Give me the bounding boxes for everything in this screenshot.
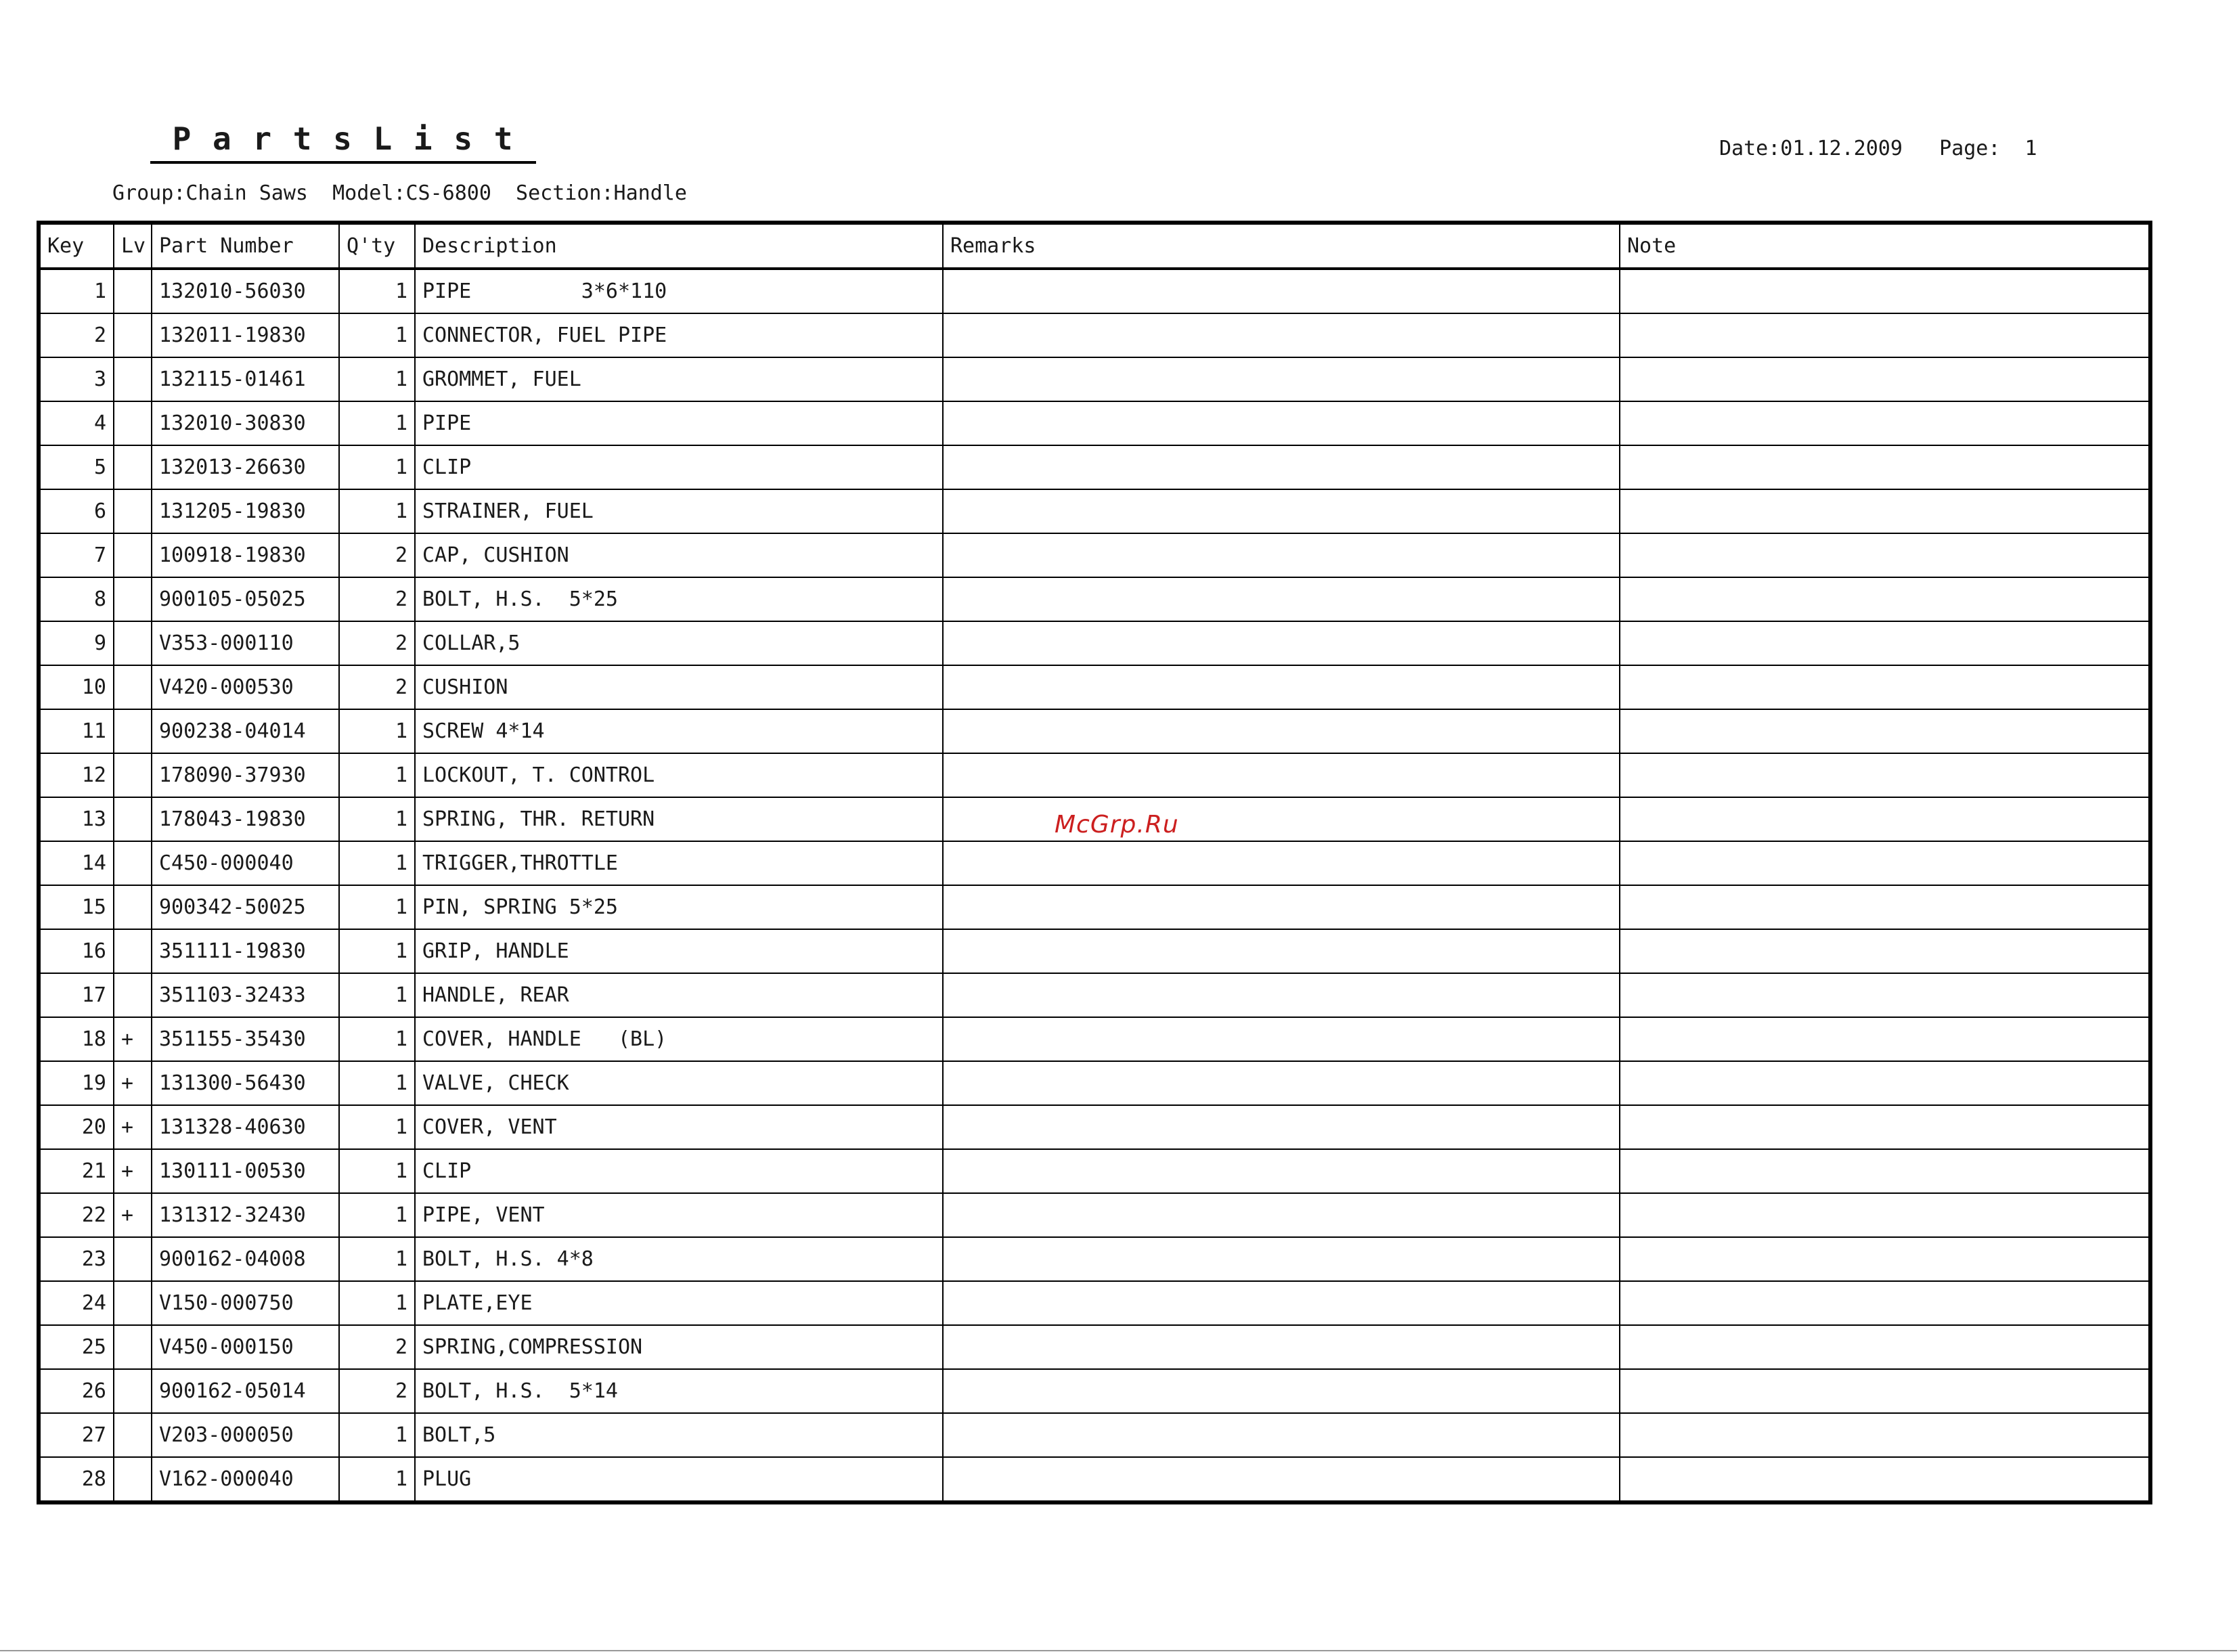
cell-description: PIPE, VENT [415, 1193, 943, 1237]
cell-remarks [943, 929, 1620, 973]
cell-note [1620, 1369, 2150, 1413]
cell-remarks [943, 1017, 1620, 1061]
cell-qty: 1 [339, 269, 415, 313]
cell-qty: 1 [339, 401, 415, 445]
table-row [39, 313, 2150, 357]
cell-note [1620, 621, 2150, 665]
cell-note [1620, 1017, 2150, 1061]
cell-remarks [943, 401, 1620, 445]
cell-lv: + [114, 1061, 152, 1105]
cell-qty: 2 [339, 533, 415, 577]
cell-key: 21 [39, 1149, 114, 1193]
table-row [39, 1105, 2150, 1149]
cell-key: 4 [39, 401, 114, 445]
cell-part-number: V420-000530 [152, 665, 339, 709]
cell-remarks [943, 1105, 1620, 1149]
cell-description: SPRING, THR. RETURN [415, 797, 943, 841]
cell-lv [114, 445, 152, 489]
cell-remarks [943, 489, 1620, 533]
col-header-key: Key [39, 223, 114, 269]
cell-lv [114, 1281, 152, 1325]
col-header-remarks: Remarks [943, 223, 1620, 269]
cell-description: BOLT, H.S. 5*14 [415, 1369, 943, 1413]
cell-lv [114, 357, 152, 401]
cell-part-number: 900238-04014 [152, 709, 339, 753]
cell-part-number: 132013-26630 [152, 445, 339, 489]
cell-note [1620, 1105, 2150, 1149]
cell-remarks [943, 313, 1620, 357]
cell-description: CUSHION [415, 665, 943, 709]
cell-key: 3 [39, 357, 114, 401]
cell-description: PIN, SPRING 5*25 [415, 885, 943, 929]
cell-lv [114, 885, 152, 929]
cell-key: 17 [39, 973, 114, 1017]
cell-key: 1 [39, 269, 114, 313]
cell-note [1620, 1281, 2150, 1325]
cell-note [1620, 973, 2150, 1017]
cell-description: GROMMET, FUEL [415, 357, 943, 401]
cell-remarks [943, 1281, 1620, 1325]
cell-remarks [943, 885, 1620, 929]
col-header-lv: Lv [114, 223, 152, 269]
cell-note [1620, 533, 2150, 577]
cell-remarks [943, 1237, 1620, 1281]
table-row [39, 269, 2150, 313]
cell-part-number: 900162-04008 [152, 1237, 339, 1281]
cell-key: 26 [39, 1369, 114, 1413]
cell-key: 8 [39, 577, 114, 621]
cell-part-number: 351155-35430 [152, 1017, 339, 1061]
cell-remarks [943, 621, 1620, 665]
cell-description: CONNECTOR, FUEL PIPE [415, 313, 943, 357]
cell-note [1620, 665, 2150, 709]
table-row [39, 1237, 2150, 1281]
cell-remarks [943, 1457, 1620, 1502]
cell-lv [114, 753, 152, 797]
cell-lv: + [114, 1149, 152, 1193]
cell-description: PLATE,EYE [415, 1281, 943, 1325]
cell-key: 16 [39, 929, 114, 973]
cell-key: 13 [39, 797, 114, 841]
cell-qty: 1 [339, 1237, 415, 1281]
cell-lv [114, 489, 152, 533]
cell-remarks [943, 533, 1620, 577]
cell-part-number: 900342-50025 [152, 885, 339, 929]
cell-description: CLIP [415, 1149, 943, 1193]
cell-note [1620, 1061, 2150, 1105]
cell-qty: 1 [339, 1281, 415, 1325]
cell-key: 14 [39, 841, 114, 885]
cell-qty: 2 [339, 577, 415, 621]
cell-remarks [943, 445, 1620, 489]
cell-part-number: 131312-32430 [152, 1193, 339, 1237]
cell-lv [114, 577, 152, 621]
cell-part-number: V353-000110 [152, 621, 339, 665]
cell-note [1620, 577, 2150, 621]
cell-part-number: 900105-05025 [152, 577, 339, 621]
cell-qty: 1 [339, 489, 415, 533]
table-row [39, 357, 2150, 401]
cell-lv: + [114, 1193, 152, 1237]
cell-lv [114, 665, 152, 709]
cell-note [1620, 885, 2150, 929]
cell-part-number: C450-000040 [152, 841, 339, 885]
cell-note [1620, 445, 2150, 489]
table-row [39, 1413, 2150, 1457]
cell-note [1620, 929, 2150, 973]
cell-part-number: 900162-05014 [152, 1369, 339, 1413]
cell-qty: 1 [339, 313, 415, 357]
cell-key: 12 [39, 753, 114, 797]
cell-part-number: V450-000150 [152, 1325, 339, 1369]
cell-note [1620, 709, 2150, 753]
table-row [39, 1369, 2150, 1413]
date-page-info: Date:01.12.2009 Page: 1 [1719, 137, 2037, 160]
table-header-row [39, 223, 2150, 269]
cell-qty: 1 [339, 1457, 415, 1502]
cell-description: HANDLE, REAR [415, 973, 943, 1017]
cell-description: COVER, HANDLE (BL) [415, 1017, 943, 1061]
table-row [39, 1193, 2150, 1237]
cell-qty: 1 [339, 753, 415, 797]
cell-part-number: 131205-19830 [152, 489, 339, 533]
cell-note [1620, 1149, 2150, 1193]
cell-qty: 1 [339, 1193, 415, 1237]
table-row [39, 1457, 2150, 1502]
cell-lv [114, 1413, 152, 1457]
cell-lv [114, 709, 152, 753]
cell-description: BOLT,5 [415, 1413, 943, 1457]
cell-description: COVER, VENT [415, 1105, 943, 1149]
cell-remarks [943, 1149, 1620, 1193]
cell-description: GRIP, HANDLE [415, 929, 943, 973]
cell-part-number: V150-000750 [152, 1281, 339, 1325]
cell-lv [114, 1369, 152, 1413]
col-header-part-number: Part Number [152, 223, 339, 269]
table-row [39, 401, 2150, 445]
table-row [39, 665, 2150, 709]
cell-key: 6 [39, 489, 114, 533]
table-row [39, 1281, 2150, 1325]
cell-note [1620, 1237, 2150, 1281]
cell-note [1620, 1413, 2150, 1457]
cell-note [1620, 1193, 2150, 1237]
col-header-qty: Q'ty [339, 223, 415, 269]
cell-remarks [943, 709, 1620, 753]
bottom-divider [0, 1650, 2237, 1651]
cell-description: CLIP [415, 445, 943, 489]
table-row [39, 753, 2150, 797]
cell-key: 5 [39, 445, 114, 489]
watermark: McGrp.Ru [1055, 811, 1179, 839]
cell-part-number: 132115-01461 [152, 357, 339, 401]
cell-part-number: 131300-56430 [152, 1061, 339, 1105]
cell-qty: 1 [339, 929, 415, 973]
cell-part-number: V203-000050 [152, 1413, 339, 1457]
cell-description: SCREW 4*14 [415, 709, 943, 753]
cell-qty: 1 [339, 1149, 415, 1193]
cell-key: 28 [39, 1457, 114, 1502]
cell-lv [114, 973, 152, 1017]
cell-qty: 2 [339, 1369, 415, 1413]
cell-qty: 2 [339, 665, 415, 709]
cell-key: 23 [39, 1237, 114, 1281]
cell-part-number: 178043-19830 [152, 797, 339, 841]
table-row [39, 841, 2150, 885]
cell-qty: 1 [339, 357, 415, 401]
cell-description: COLLAR,5 [415, 621, 943, 665]
parts-table-body [39, 269, 2150, 1502]
cell-part-number: 132010-30830 [152, 401, 339, 445]
cell-qty: 1 [339, 841, 415, 885]
parts-table [37, 221, 2152, 1504]
cell-description: BOLT, H.S. 5*25 [415, 577, 943, 621]
cell-key: 18 [39, 1017, 114, 1061]
cell-lv [114, 533, 152, 577]
cell-lv [114, 1325, 152, 1369]
cell-note [1620, 269, 2150, 313]
cell-part-number: 351103-32433 [152, 973, 339, 1017]
cell-qty: 1 [339, 973, 415, 1017]
cell-part-number: 100918-19830 [152, 533, 339, 577]
cell-remarks [943, 577, 1620, 621]
cell-lv [114, 1237, 152, 1281]
page-title: P a r t s L i s t [150, 116, 536, 164]
cell-description: TRIGGER,THROTTLE [415, 841, 943, 885]
cell-key: 20 [39, 1105, 114, 1149]
group-model-section: Group:Chain Saws Model:CS-6800 Section:Handle [112, 181, 687, 205]
cell-remarks [943, 665, 1620, 709]
col-header-description: Description [415, 223, 943, 269]
cell-remarks [943, 269, 1620, 313]
cell-qty: 1 [339, 1105, 415, 1149]
cell-lv [114, 1457, 152, 1502]
cell-lv: + [114, 1017, 152, 1061]
cell-description: SPRING,COMPRESSION [415, 1325, 943, 1369]
cell-lv [114, 313, 152, 357]
col-header-note: Note [1620, 223, 2150, 269]
cell-key: 11 [39, 709, 114, 753]
table-row [39, 489, 2150, 533]
cell-part-number: 131328-40630 [152, 1105, 339, 1149]
cell-remarks [943, 1325, 1620, 1369]
table-row [39, 1325, 2150, 1369]
table-row [39, 577, 2150, 621]
cell-lv [114, 621, 152, 665]
cell-description: PIPE [415, 401, 943, 445]
cell-description: STRAINER, FUEL [415, 489, 943, 533]
cell-remarks [943, 1061, 1620, 1105]
cell-lv [114, 841, 152, 885]
cell-remarks [943, 357, 1620, 401]
cell-lv [114, 401, 152, 445]
cell-note [1620, 1457, 2150, 1502]
cell-note [1620, 753, 2150, 797]
cell-part-number: 132011-19830 [152, 313, 339, 357]
table-row [39, 621, 2150, 665]
table-row [39, 929, 2150, 973]
cell-description: PLUG [415, 1457, 943, 1502]
cell-qty: 1 [339, 445, 415, 489]
table-row [39, 445, 2150, 489]
cell-description: LOCKOUT, T. CONTROL [415, 753, 943, 797]
cell-part-number: 130111-00530 [152, 1149, 339, 1193]
table-row [39, 885, 2150, 929]
cell-lv [114, 797, 152, 841]
cell-note [1620, 489, 2150, 533]
cell-key: 15 [39, 885, 114, 929]
cell-qty: 1 [339, 1017, 415, 1061]
cell-key: 9 [39, 621, 114, 665]
cell-remarks [943, 1369, 1620, 1413]
cell-key: 2 [39, 313, 114, 357]
cell-remarks [943, 797, 1620, 841]
cell-part-number: V162-000040 [152, 1457, 339, 1502]
cell-qty: 1 [339, 1061, 415, 1105]
cell-remarks [943, 753, 1620, 797]
cell-description: PIPE 3*6*110 [415, 269, 943, 313]
cell-qty: 2 [339, 1325, 415, 1369]
table-row [39, 1061, 2150, 1105]
cell-note [1620, 313, 2150, 357]
cell-description: BOLT, H.S. 4*8 [415, 1237, 943, 1281]
cell-description: VALVE, CHECK [415, 1061, 943, 1105]
table-row [39, 1017, 2150, 1061]
cell-qty: 1 [339, 797, 415, 841]
cell-note [1620, 357, 2150, 401]
cell-key: 25 [39, 1325, 114, 1369]
cell-key: 24 [39, 1281, 114, 1325]
cell-note [1620, 797, 2150, 841]
table-row [39, 1149, 2150, 1193]
cell-key: 19 [39, 1061, 114, 1105]
cell-lv [114, 269, 152, 313]
cell-note [1620, 401, 2150, 445]
cell-part-number: 132010-56030 [152, 269, 339, 313]
cell-qty: 2 [339, 621, 415, 665]
table-row [39, 533, 2150, 577]
cell-part-number: 351111-19830 [152, 929, 339, 973]
cell-key: 22 [39, 1193, 114, 1237]
cell-remarks [943, 1413, 1620, 1457]
cell-key: 27 [39, 1413, 114, 1457]
cell-description: CAP, CUSHION [415, 533, 943, 577]
cell-qty: 1 [339, 709, 415, 753]
cell-qty: 1 [339, 1413, 415, 1457]
cell-key: 10 [39, 665, 114, 709]
cell-remarks [943, 973, 1620, 1017]
cell-qty: 1 [339, 885, 415, 929]
cell-lv [114, 929, 152, 973]
cell-note [1620, 1325, 2150, 1369]
cell-part-number: 178090-37930 [152, 753, 339, 797]
cell-lv: + [114, 1105, 152, 1149]
table-row [39, 709, 2150, 753]
cell-remarks [943, 841, 1620, 885]
cell-note [1620, 841, 2150, 885]
table-row [39, 973, 2150, 1017]
cell-remarks [943, 1193, 1620, 1237]
cell-key: 7 [39, 533, 114, 577]
